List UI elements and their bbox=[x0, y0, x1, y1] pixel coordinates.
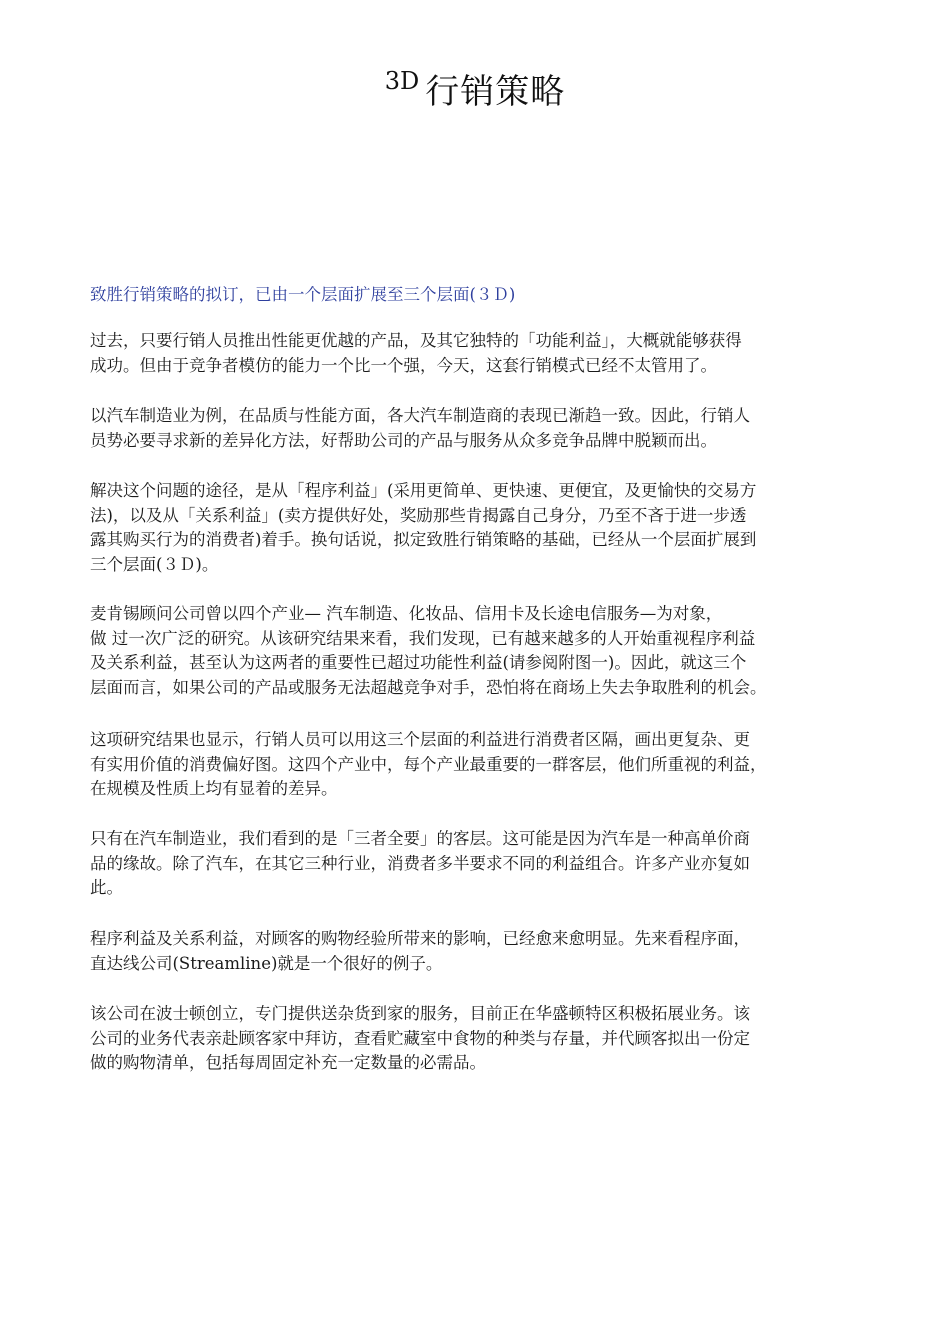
paragraph-2 bbox=[90, 404, 880, 453]
paragraph-line: 这项研究结果也显示，行销人员可以用这三个层面的利益进行消费者区隔，画出更复杂、更 bbox=[90, 730, 750, 749]
paragraph-line: 层面而言，如果公司的产品或服务无法超越竞争对手，恐怕将在商场上失去争取胜利的机会。 bbox=[90, 677, 767, 697]
paragraph-line: 做 过一次广泛的研究。从该研究结果来看，我们发现，已有越来越多的人开始重视程序利益 bbox=[90, 628, 756, 648]
paragraph-7 bbox=[90, 927, 880, 976]
paragraph-3 bbox=[90, 479, 880, 577]
paragraph-line: 直达线公司(Streamline)就是一个很好的例子。 bbox=[90, 953, 443, 973]
page-title bbox=[0, 67, 950, 117]
paragraph-1 bbox=[90, 329, 880, 378]
paragraph-line: 只有在汽车制造业，我们看到的是「三者全要」的客层。这可能是因为汽车是一种高单价商 bbox=[90, 829, 750, 848]
title-main: 行销策略 bbox=[425, 72, 566, 112]
paragraph-line: 以汽车制造业为例，在品质与性能方面，各大汽车制造商的表现已渐趋一致。因此，行销人 bbox=[90, 406, 750, 425]
paragraph-line: 品的缘故。除了汽车，在其它三种行业，消费者多半要求不同的利益组合。许多产业亦复如 bbox=[90, 853, 750, 873]
paragraph-line: 麦肯锡顾问公司曾以四个产业— 汽车制造、化妆品、信用卡及长途电信服务—为对象， bbox=[90, 604, 723, 623]
paragraph-line: 露其购买行为的消费者)着手。换句话说，拟定致胜行销策略的基础，已经从一个层面扩展到 bbox=[90, 530, 757, 549]
title-prefix: 3D bbox=[384, 67, 420, 95]
paragraph-8 bbox=[90, 1002, 880, 1076]
paragraph-line: 法)，以及从「关系利益」(卖方提供好处，奖励那些肯揭露自己身分，乃至不吝于进一步透 bbox=[90, 505, 747, 525]
paragraph-line: 员势必要寻求新的差异化方法，好帮助公司的产品与服务从众多竞争品牌中脱颖而出。 bbox=[90, 430, 717, 450]
paragraph-line: 及关系利益，甚至认为这两者的重要性已超过功能性利益(请参阅附图一)。因此，就这三个 bbox=[90, 653, 747, 672]
paragraph-line: 三个层面(３Ｄ)。 bbox=[90, 554, 219, 574]
paragraph-line: 程序利益及关系利益，对顾客的购物经验所带来的影响，已经愈来愈明显。先来看程序面， bbox=[90, 929, 750, 948]
paragraph-line: 做的购物清单，包括每周固定补充一定数量的必需品。 bbox=[90, 1053, 486, 1072]
paragraph-line: 过去，只要行销人员推出性能更优越的产品，及其它独特的「功能利益」，大概就能够获得 bbox=[90, 331, 742, 350]
paragraph-line: 该公司在波士顿创立，专门提供送杂货到家的服务，目前正在华盛顿特区积极拓展业务。该 bbox=[90, 1004, 750, 1023]
paragraph-line: 解决这个问题的途径，是从「程序利益」(采用更简单、更快速、更便宜，及更愉快的交易方 bbox=[90, 481, 757, 500]
paragraph-line: 在规模及性质上均有显着的差异。 bbox=[90, 779, 338, 798]
paragraph-line: 有实用价值的消费偏好图。这四个产业中，每个产业最重要的一群客层，他们所重视的利益， bbox=[90, 754, 767, 774]
paragraph-line: 公司的业务代表亲赴顾客家中拜访，查看贮藏室中食物的种类与存量，并代顾客拟出一份定 bbox=[90, 1028, 750, 1048]
paragraph-6 bbox=[90, 827, 880, 901]
paragraph-4 bbox=[90, 602, 880, 700]
paragraph-line: 成功。但由于竞争者模仿的能力一个比一个强，今天，这套行销模式已经不太管用了。 bbox=[90, 355, 717, 375]
section-subtitle: 致胜行销策略的拟订，已由一个层面扩展至三个层面(３Ｄ) bbox=[90, 285, 516, 304]
paragraph-5 bbox=[90, 728, 880, 802]
paragraph-line: 此。 bbox=[90, 878, 123, 897]
